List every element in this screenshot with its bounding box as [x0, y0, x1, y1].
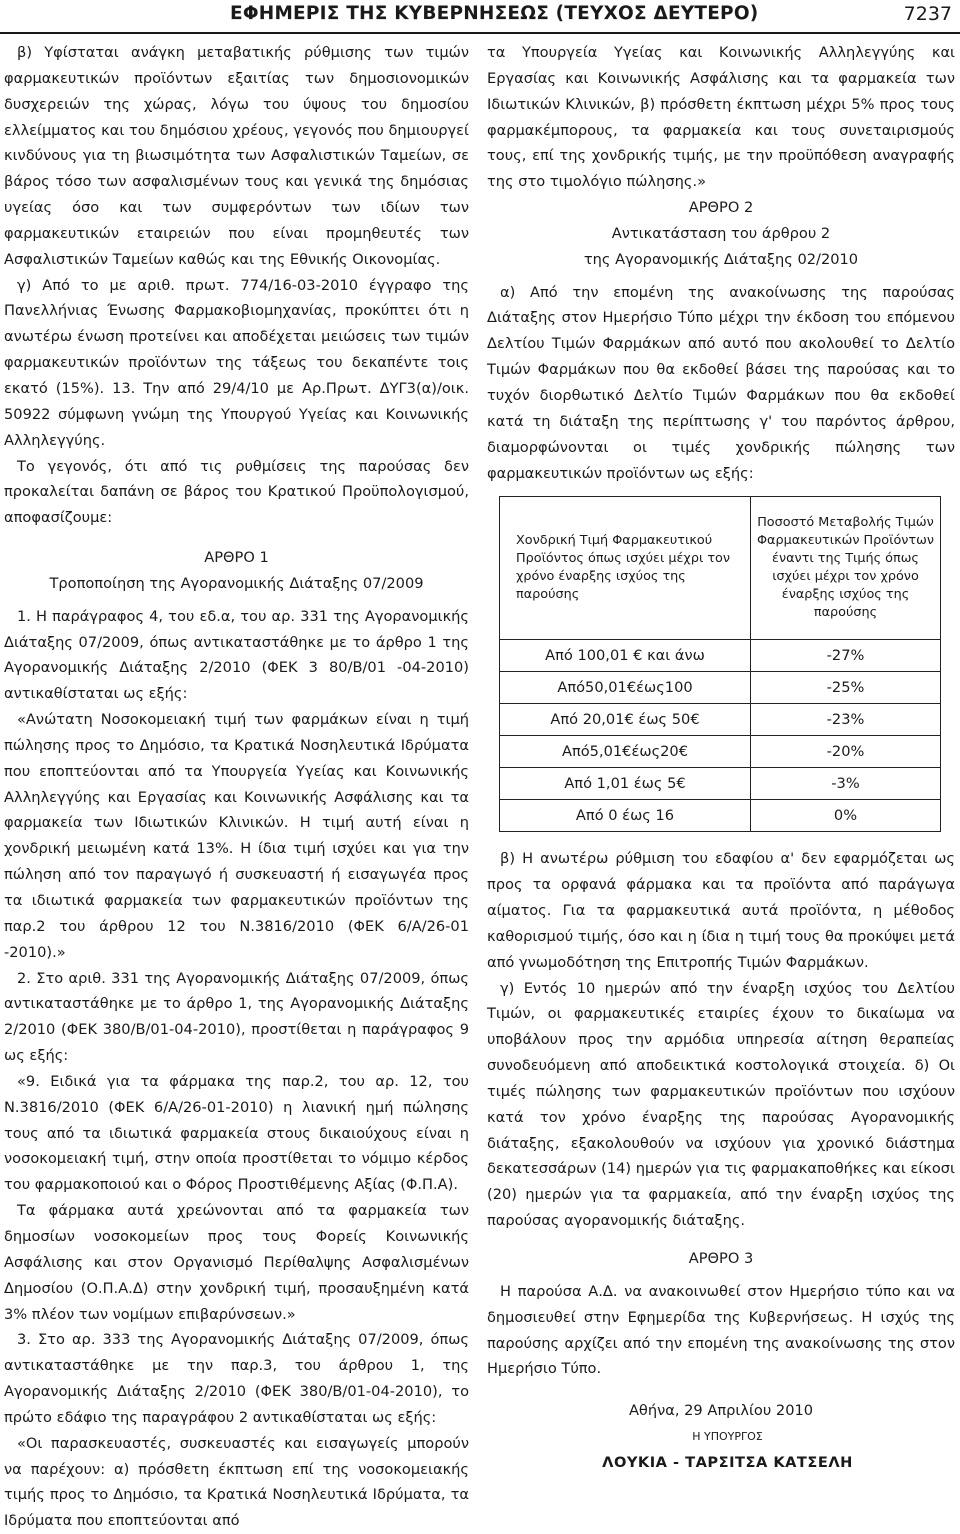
paragraph-c: γ) Από το με αριθ. πρωτ. 774/16-03-2010 έγγραφο της Πανελλήνιας Ένωσης Φαρμακοβιομηχανίας, προκύπτει ότι η ανωτέρω ένωση προτείνει και αποδέχεται μειώσεις των τιμών φαρμακευτικών προϊόντων της τάξεως του δεκαπέντε τοις εκατό (15%). 13. Την από 29/4/10 με Αρ.Πρωτ. ΔΥΓ3(α)/οικ. 50922 σύμφωνη γνώμη της Υπουργού Υγείας και Κοινωνικής Αλληλεγγύης. [4, 276, 469, 449]
gazette-title: ΕΦΗΜΕΡΙΣ ΤΗΣ ΚΥΒΕΡΝΗΣΕΩΣ (ΤΕΥΧΟΣ ΔΕΥΤΕΡΟ) [230, 3, 759, 24]
signer-name: ΛΟΥΚΙΑ - ΤΑΡΣΙΤΣΑ ΚΑΤΣΕΛΗ [602, 1453, 853, 1471]
table-row [500, 704, 941, 736]
article-2-subtitle-2: της Αγορανομικής Διάταξης 02/2010 [583, 250, 859, 268]
table-header-row [500, 497, 941, 640]
table-row [500, 736, 941, 768]
continued-paragraph: τα Υπουργεία Υγείας και Κοινωνικής Αλληλεγγύης και Εργασίας και Κοινωνικής Ασφάλισης και τα φαρμακεία των Ιδιωτικών Κλινικών, β) πρόσθετη έκπτωση μέχρι 5% προς τους φαρμακέμπορους, τα φαρμακεία και τους συνεταιρισμούς τους, επί της χονδρικής τιμής, με την προϋπόθεση αναγραφής της στο τιμολόγιο πώλησης.» [487, 44, 955, 191]
price-range-cell: Από50,01€έως100 [500, 672, 751, 704]
article-3-title: ΑΡΘΡΟ 3 [688, 1250, 754, 1267]
article-1-quote-3: «Οι παρασκευαστές, συσκευαστές και εισαγωγείς μπορούν να παρέχουν: α) πρόσθετη έκπτωση επί της νοσοκομειακής τιμής προς το Δημόσιο, τα Κρατικά Νοσηλευτικά Ιδρύματα, τα Ιδρύματα που εποπτεύονται από [4, 1434, 469, 1530]
change-cell: -23% [751, 704, 941, 736]
article-2-subtitle-1: Αντικατάσταση του άρθρου 2 [611, 224, 831, 242]
price-range-cell: Από 100,01 € και άνω [500, 640, 751, 672]
article-2-para-a: α) Από την επομένη της ανακοίνωσης της παρούσας Διάταξης στον Ημερήσιο Τύπο μέχρι την έκδοση του επόμενου Δελτίου Τιμών Φαρμάκων από αυτό που ακολουθεί το Δελτίο Τιμών Φαρμάκων που θα εκδοθεί βάσει της παρούσας και το τυχόν διορθωτικό Δελτίο Τιμών Φαρμάκων που θα εκδοθεί κατά τη διάταξη της περίπτωσης γ' του παρόντος άρθρου, διαμορφώνονται οι τιμές χονδρικής πώλησης των φαρμακευτικών προϊόντων ως εξής: [487, 283, 955, 482]
page-header [0, 0, 960, 34]
date-line: Αθήνα, 29 Απριλίου 2010 [628, 1402, 814, 1420]
price-range-cell: Από 1,01 έως 5€ [500, 768, 751, 800]
article-1-quote-2: «9. Ειδικά για τα φάρμακα της παρ.2, του αρ. 12, του Ν.3816/2010 (ΦΕΚ 6/Α/26-01-2010) η λιανική ημή πώλησης τους από τα ιδιωτικά φαρμακεία στους δικαιούχους είναι η νοσοκομειακή τιμή, στην οποία προστίθεται το νόμιμο κέρδος του φαρμακοποιού και ο Φόρος Προστιθέμενης Αξίας (Φ.Π.Α). [4, 1072, 469, 1194]
price-range-cell: Από 0 έως 16 [500, 800, 751, 832]
article-2-para-c: γ) Εντός 10 ημερών από την έναρξη ισχύος του Δελτίου Τιμών, οι φαρμακευτικές εταιρίες έχουν το δικαίωμα να υποβάλουν προς την αρμόδια υπηρεσία αίτηση θεραπείας συνοδευόμενη από αποδεικτικά κοστολογικά στοιχεία. δ) Οι τιμές πώλησης των φαρμακευτικών προϊόντων που ισχύουν κατά τον χρόνο έναρξης της παρούσας Αγορανομικής διάταξης, εξακολουθούν να ισχύουν για χρονικό διάστημα δεκατεσσάρων (14) ημερών για τις φαρμακαποθήκες και είκοσι (20) ημερών για τα φαρμακεία, από την έναρξη ισχύος της παρούσας αγορανομικής διάταξης. [487, 979, 955, 1230]
price-change-table [499, 496, 941, 832]
paragraph-b: β) Υφίσταται ανάγκη μεταβατικής ρύθμισης των τιμών φαρμακευτικών προϊόντων εξαιτίας των δημοσιονομικών δυσχερειών της χώρας, λόγω του ύψους του δημοσίου ελλείμματος και του δημόσιου χρέους, γεγονός που δημιουργεί κινδύνους για τη βιωσιμότητα των Ασφαλιστικών Ταμείων, σε βάρος τόσο των ασφαλισμένων τους και γενικά της δημόσιας υγείας όσο και των συμφερόντων των ιδίων των φαρμακευτικών εταιρειών που είναι προμηθευτές των Ασφαλιστικών Ταμείων καθώς και της Εθνικής Οικονομίας. [4, 44, 469, 268]
table-header-price: Χονδρική Τιμή Φαρμακευτικού Προϊόντος όπως ισχύει μέχρι τον χρόνο έναρξης ισχύος της παρούσης [500, 497, 751, 640]
change-cell: -3% [751, 768, 941, 800]
article-1-subtitle: Τροποποίηση της Αγορανομικής Διάταξης 07/2009 [49, 574, 424, 592]
right-column [487, 40, 955, 1476]
change-cell: 0% [751, 800, 941, 832]
paragraph-decision: Το γεγονός, ότι από τις ρυθμίσεις της παρούσας δεν προκαλείται δαπάνη σε βάρος του Κρατικού Προϋπολογισμού, αποφασίζουμε: [4, 457, 469, 527]
page-number: 7237 [903, 3, 952, 25]
table-row [500, 672, 941, 704]
signer-role: Η ΥΠΟΥΡΓΟΣ [692, 1430, 763, 1444]
left-column [4, 40, 469, 1534]
article-1-para-1: 1. Η παράγραφος 4, του εδ.α, του αρ. 331 της Αγορανομικής Διάταξης 07/2009, όπως αντικαταστάθηκε με το άρθρο 1 της Αγορανομικής Διάταξης 2/2010 (ΦΕΚ 3 80/Β/01 -04-2010) αντικαθίσταται ως εξής: [4, 607, 469, 703]
change-cell: -25% [751, 672, 941, 704]
price-range-cell: Από 20,01€ έως 50€ [500, 704, 751, 736]
article-1-para-3: 3. Στο αρ. 333 της Αγορανομικής Διάταξης 07/2009, όπως αντικαταστάθηκε με την παρ.3, του άρθρου 1, της Αγορανομικής Διάταξης 2/2010 (ΦΕΚ 380/Β/01-04-2010), το πρώτο εδάφιο της παραγράφου 2 αντικαθίσταται ως εξής: [4, 1331, 469, 1426]
article-3-text: Η παρούσα Α.Δ. να ανακοινωθεί στον Ημερήσιο τύπο και να δημοσιευθεί στην Εφημερίδα της Κυβερνήσεως. Η ισχύς της παρούσης αρχίζει από την επομένη της ανακοίνωσης της στον Ημερήσιο Τύπο. [487, 1282, 955, 1378]
article-1-para-2: 2. Στο αριθ. 331 της Αγορανομικής Διάταξης 07/2009, όπως αντικαταστάθηκε με το άρθρο 1, της Αγορανομικής Διάταξης 2/2010 (ΦΕΚ 380/Β/01-04-2010), προστίθεται η παράγραφος 9 ως εξής: [4, 969, 469, 1065]
article-2-para-b: β) Η ανωτέρω ρύθμιση του εδαφίου α' δεν εφαρμόζεται ως προς τα ορφανά φάρμακα και τα προϊόντα από παράγωγα αίματος. Για τα φαρμακευτικά αυτά προϊόντα, η μέθοδος καθορισμού τιμής, όσο και η ίδια η τιμή τους θα προκύψει μετά από γνωμοδότηση της Επιτροπής Τιμών Φαρμάκων. [487, 850, 955, 971]
article-1-quote-1: «Ανώτατη Νοσοκομειακή τιμή των φαρμάκων είναι η τιμή πώλησης προς το Δημόσιο, τα Κρατικά Νοσηλευτικά Ιδρύματα που εποπτεύονται από τα Υπουργεία Υγείας και Κοινωνικής Αλληλεγγύης και Εργασίας και Κοινωνικής Ασφάλισης και τα φαρμακεία των Ιδιωτικών Κλινικών. Η τιμή αυτή είναι η χονδρική μειωμένη κατά 13%. Η ίδια τιμή ισχύει και για την πώληση από τον παραγωγό ή συσκευαστή ή εισαγωγέα προς τα ιδιωτικά φαρμακεία των φαρμακευτικών προϊόντων της παρ.2 του άρθρου 12 του Ν.3816/2010 (ΦΕΚ 6/Α/26-01 -2010).» [4, 711, 469, 961]
price-range-cell: Από5,01€έως20€ [500, 736, 751, 768]
change-cell: -27% [751, 640, 941, 672]
table-row [500, 800, 941, 832]
article-1-title: ΑΡΘΡΟ 1 [204, 549, 269, 567]
article-1-quote-2b: Τα φάρμακα αυτά χρεώνονται από τα φαρμακεία των δημοσίων νοσοκομείων προς τους Φορείς Κοινωνικής Ασφάλισης και στον Οργανισμό Περίθαλψης Ασφαλισμένων Δημοσίου (Ο.Π.Α.Δ) στην χονδρική τιμή, προσαυξημένη κατά 3% πλέον των νομίμων επιβαρύνσεων.» [4, 1202, 469, 1323]
article-2-title: ΑΡΘΡΟ 2 [688, 199, 754, 217]
table-row [500, 768, 941, 800]
table-row [500, 640, 941, 672]
change-cell: -20% [751, 736, 941, 768]
table-header-change: Ποσοστό Μεταβολής Τιμών Φαρμακευτικών Προϊόντων έναντι της Τιμής όπως ισχύει μέχρι τον χρόνο έναρξης ισχύος της παρούσης [751, 497, 941, 640]
